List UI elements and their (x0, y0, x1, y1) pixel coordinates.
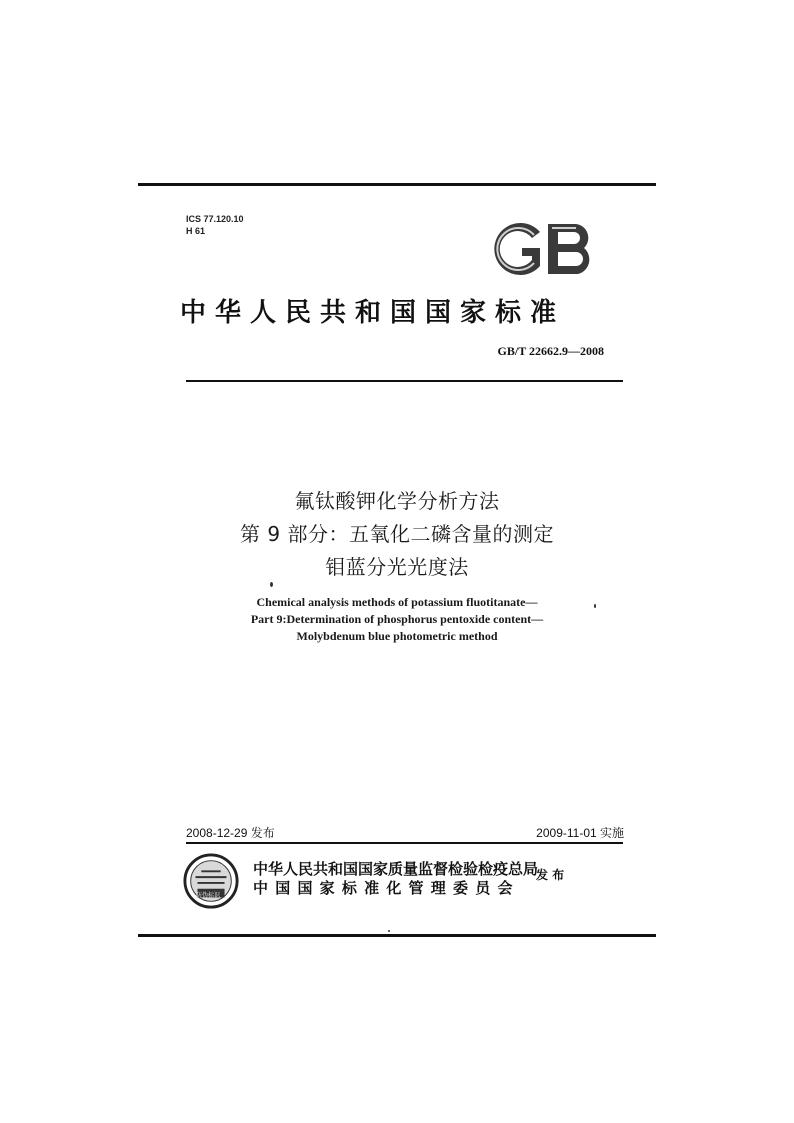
seal-label: 防伪标识 (196, 892, 221, 899)
top-rule (138, 183, 656, 186)
gb-logo (488, 218, 598, 280)
header-rule (186, 380, 623, 382)
security-seal-icon (182, 852, 240, 910)
scan-speck (388, 930, 390, 932)
date-rule (186, 842, 623, 844)
ccs-code: H 61 (186, 226, 206, 236)
title-cn-line-2: 第 9 部分：五氧化二磷含量的测定 (240, 522, 554, 546)
issue-date: 2008-12-29 发布 (186, 826, 275, 840)
standard-number: GB/T 22662.9—2008 (497, 344, 604, 358)
ics-code: ICS 77.120.10 (186, 214, 244, 224)
scan-speck (594, 604, 596, 608)
issuer-line-1: 中华人民共和国国家质量监督检验检疫总局 (253, 860, 539, 878)
title-en-line-1: Chemical analysis methods of potassium fluotitanate— (256, 595, 538, 609)
publish-label: 发 布 (536, 868, 565, 882)
title-en-line-3: Molybdenum blue photometric method (296, 629, 498, 643)
title-cn-line-1: 氟钛酸钾化学分析方法 (294, 489, 500, 513)
standard-title: 中华人民共和国国家标准 (180, 298, 566, 328)
bottom-rule (138, 934, 656, 937)
issuer-line-2: 中 国 国 家 标 准 化 管 理 委 员 会 (253, 879, 514, 897)
scan-speck (270, 582, 273, 587)
title-en-line-2: Part 9:Determination of phosphorus pentoxide content— (250, 612, 544, 626)
implementation-date: 2009-11-01 实施 (536, 826, 624, 840)
title-cn-line-3: 钼蓝分光光度法 (325, 555, 469, 579)
